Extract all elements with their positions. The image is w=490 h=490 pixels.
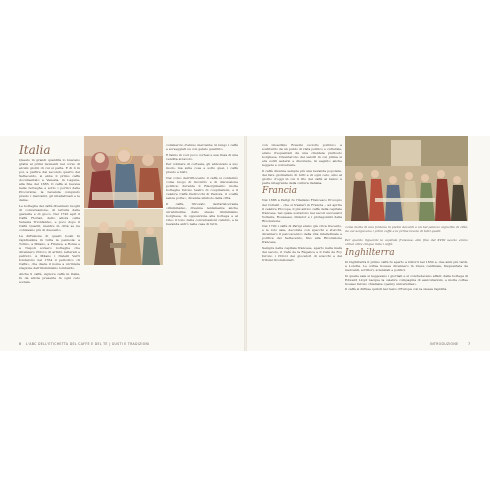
painting-renaissance-figures [84,136,163,208]
paragraph: Anche il caffè, signore caffè in Italia, fu da allora presente in ogni ceto sociale. [19,271,80,284]
book-gutter [244,136,247,351]
page-number-right: 7 [468,342,471,346]
paragraph: Sempre nella capitale francese, aperto nella metà del secolo, il Café de la Régence e il Café de Foy furono i ritrovi dei giocatori di scacchi e dei tribuni rivoluzionari. [262,245,342,263]
section-heading-inghilterra: Inghilterra [345,248,395,258]
paragraph: In quelle sale si leggevano i giornali e si concludevano affari: dalla bottega di Edward Lloyd nacque la celebre compagnia di assicurazioni, e molte coffee houses furono chiamate «penny universities». [345,273,468,286]
paragraph: Questo in grandi quantità lo buscano gratis ai primi momenti nel corso di alcuni giorni di cui si parla. E di lì in poi, a partire dal secondo quarto del Settecento, si ebbe il primo caffè documentato a Venezia, in Laguna, alla fine del 1683. Il caffè si beveva nelle botteghe e sotto i portici delle Procuratie; la bevanda conquistò presto i mercanti, gli intellettuali e le dame. [19,158,80,203]
image-caption: come molte di una fontana in pietra davanti a un bel palazzo signorile di città, da cui sorgevano i primi caffè e le prime tavole di tutti quelli. [345,225,468,233]
paragraph: La diffusione di questi locali fu rapidissima in tutta la penisola: a Torino, a Milano, a Firenze, a Roma e a Napoli sorsero botteghe che divennero ritrovo di artisti, letterati e patrioti. A Milano i fratelli Verri fondarono nel 1764 il periodico «Il Caffè», che diede il nome a un'intera stagione dell'illuminismo lombardo. [19,233,80,271]
painting-coffee-vendor [84,209,163,265]
paragraph: commercio d'ebreo mercante; in lungo i caffè e sorseggiati su con gelato guarnito. [166,143,238,152]
left-column-2 [166,143,238,340]
book-spread [0,136,490,351]
paragraph: Il caffè si diffuse quindi nel resto d'Europa con la stessa rapidità. [345,287,448,292]
paragraph: Il caffè, ritrovato dell'aristocrazia «illuminata», divenne lentamente anche un'abitudine dello stesso illuminismo borghese, in opposizione alla bottega e al vino; il tono delle conversazioni cambiò, e la bevanda entrò nelle case di tutti. [166,201,238,226]
paragraph: Nel 1686 a Parigi fu l'italiano Francesco Procopio dei Coltelli – che si trasferì in Francia – ad aprire il celebre Procope, il più antico caffè della capitale francese, nel quale sostarono nei secoli successivi Voltaire, Rousseau, Diderot e i protagonisti della Rivoluzione. [262,198,342,223]
paragraph: con Gioachino Rossini «sciolto politico» a sostituirlo da un punto di vista politico e culturale, erano frequentati da una clientela piuttosto borghese. Diventarono dei salotti in cui prima si era soliti sedersi e discutere, in seguito anche leggere e conversare. [262,143,342,168]
section-heading-francia: Francia [262,186,297,197]
left-column-1 [19,143,80,340]
paragraph: E fanno in voci poco cortesi e sua rissa di una vendita al lavoro. [166,152,238,161]
running-footer-left: L'ABC DELL'ETICHETTA DEL CAFFÈ E DEL TÈ | GUSTI E TRADIZIONI [26,342,150,346]
image-caption-2: Per quanto riguarda la capitale francese, alla fine del XVIII secolo erano ormai oltre cinque mila i caffè. [345,238,468,246]
right-column-2 [345,247,468,339]
paragraph: In Inghilterra il primo caffè fu aperto a Oxford nel 1650 e, due anni più tardi, a Londra. Le coffee houses divennero in breve centinaia, frequentate da mercanti, scrittori, scienziati e politici. [345,260,468,273]
section-heading-italia: Italia [19,143,51,157]
paragraph: Per colmare di cortesia, gli abbozzato a suo modo, ma sulle cose e sotto quei, i caffè presto e bisti. [166,162,238,175]
running-footer-right: INTRODUZIONE [430,342,459,346]
paragraph: Il caffè divenne sempre più una bevanda popolare, del fare giornaliero di tutti e di ogni ceto, sino al giorno d'oggi in cui il rito del caffè al banco è parte integrante della cultura italiana. [262,168,342,185]
page-number-left: 6 [19,342,22,346]
right-column-1 [262,143,342,340]
painting-cafe-crowd [345,136,468,221]
paragraph: Le botteghe del caffè divennero luoghi di conversazione, di lettura delle gazzette e di gioco. Nel 1720 aprì il Caffè Florian, detto allora «Alla Venezia Trionfante», e poco dopo il Caffè Quadri, mentre in città se ne contavano più di duecento. [19,204,80,233]
paragraph: Nel 1720 i caffè di Parigi erano già circa trecento, e le loro sale, decorate con specchi e stucchi, divennero il palcoscenico della vita intellettuale e politica del Settecento, fino alla Rivoluzione francese. [262,224,342,245]
paragraph: Nel corso dell'Ottocento il caffè si confermò come luogo di incontro e di discussione politica: durante il Risorgimento molte botteghe furono teatro di cospirazioni, e il celebre Caffè Pedrocchi di Padova, il «caffè senza porte», divenne simbolo della città. [166,175,238,201]
